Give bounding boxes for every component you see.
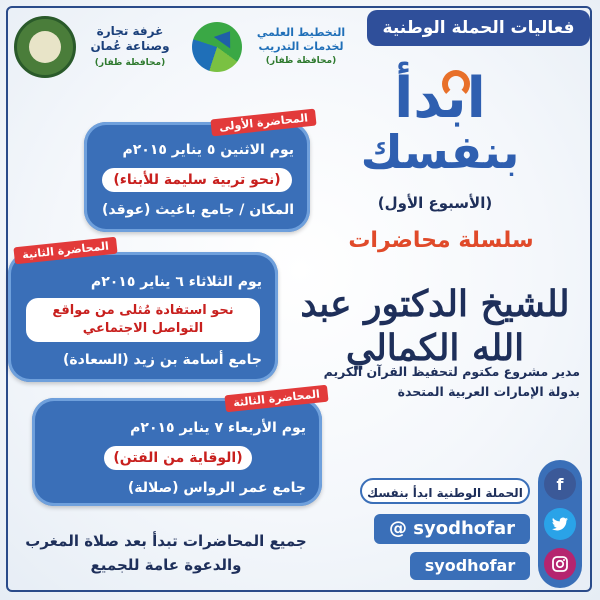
logo-line-2: بنفسك: [360, 125, 520, 179]
lecture-tag: المحاضرة الثالثة: [224, 385, 328, 413]
globe-logo-icon: [192, 22, 242, 72]
logo-line-1: ابدأ: [394, 66, 486, 131]
lecture-date: يوم الاثنين ٥ يناير ٢٠١٥م: [122, 142, 294, 158]
chamber-seal-icon: [14, 16, 76, 78]
lecture-topic: (نحو تربية سليمة للأبناء): [102, 168, 292, 192]
campaign-title: فعاليات الحملة الوطنية: [367, 10, 590, 46]
footer-note-line-1: جميع المحاضرات تبدأ بعد صلاة المغرب: [25, 532, 307, 550]
twitter-handle[interactable]: @ syodhofar: [374, 514, 530, 544]
campaign-logo: [340, 66, 540, 190]
planning-logo-block: [186, 10, 356, 80]
lecture-topic: (الوقاية من الفتن): [104, 446, 252, 470]
social-icons-bar: [538, 460, 582, 588]
planning-branch: (محافظة ظفار): [265, 56, 337, 66]
social-campaign-label: الحملة الوطنية ابدأ بنفسك: [360, 478, 530, 504]
footer-note-line-2: والدعوة عامة للجميع: [90, 556, 242, 574]
logo-accent-icon: [442, 70, 470, 98]
lecture-topic: نحو استفادة مُثلى من مواقع التواصل الاجتماعي: [26, 298, 260, 342]
lecture-venue: جامع عمر الرواس (صلالة): [127, 480, 306, 496]
lecture-venue: جامع أسامة بن زيد (السعادة): [62, 352, 262, 368]
sheikh-role-line-1: مدير مشروع مكتوم لتحفيظ القرآن الكريم: [323, 364, 580, 379]
series-title: سلسلة محاضرات: [348, 228, 534, 253]
instagram-icon[interactable]: [544, 548, 576, 580]
week-label: (الأسبوع الأول): [377, 194, 493, 212]
lecture-card-3: [32, 387, 322, 506]
lecture-card-1: [84, 111, 310, 232]
lecture-venue: المكان / جامع باغيث (عوقد): [102, 202, 294, 218]
planning-name: التخطيط العلمي لخدمات التدريب: [256, 26, 346, 53]
chamber-name: غرفة تجارة وصناعة عُمان: [90, 24, 170, 53]
lecture-date: يوم الثلاثاء ٦ يناير ٢٠١٥م: [90, 274, 262, 290]
chamber-logo-block: [14, 10, 174, 80]
lecture-card-2: [8, 239, 278, 382]
instagram-handle[interactable]: syodhofar: [410, 552, 530, 580]
lecture-date: يوم الأربعاء ٧ يناير ٢٠١٥م: [130, 420, 306, 436]
sheikh-role-line-2: بدولة الإمارات العربية المتحدة: [397, 384, 580, 399]
lecture-tag: المحاضرة الأولى: [210, 109, 316, 137]
sheikh-name: للشيخ الدكتور عبد الله الكمالي: [300, 283, 570, 369]
twitter-icon[interactable]: [544, 508, 576, 540]
chamber-branch: (محافظة ظفار): [94, 58, 166, 68]
facebook-icon[interactable]: f: [544, 468, 576, 500]
lecture-tag: المحاضرة الثانية: [13, 237, 117, 265]
